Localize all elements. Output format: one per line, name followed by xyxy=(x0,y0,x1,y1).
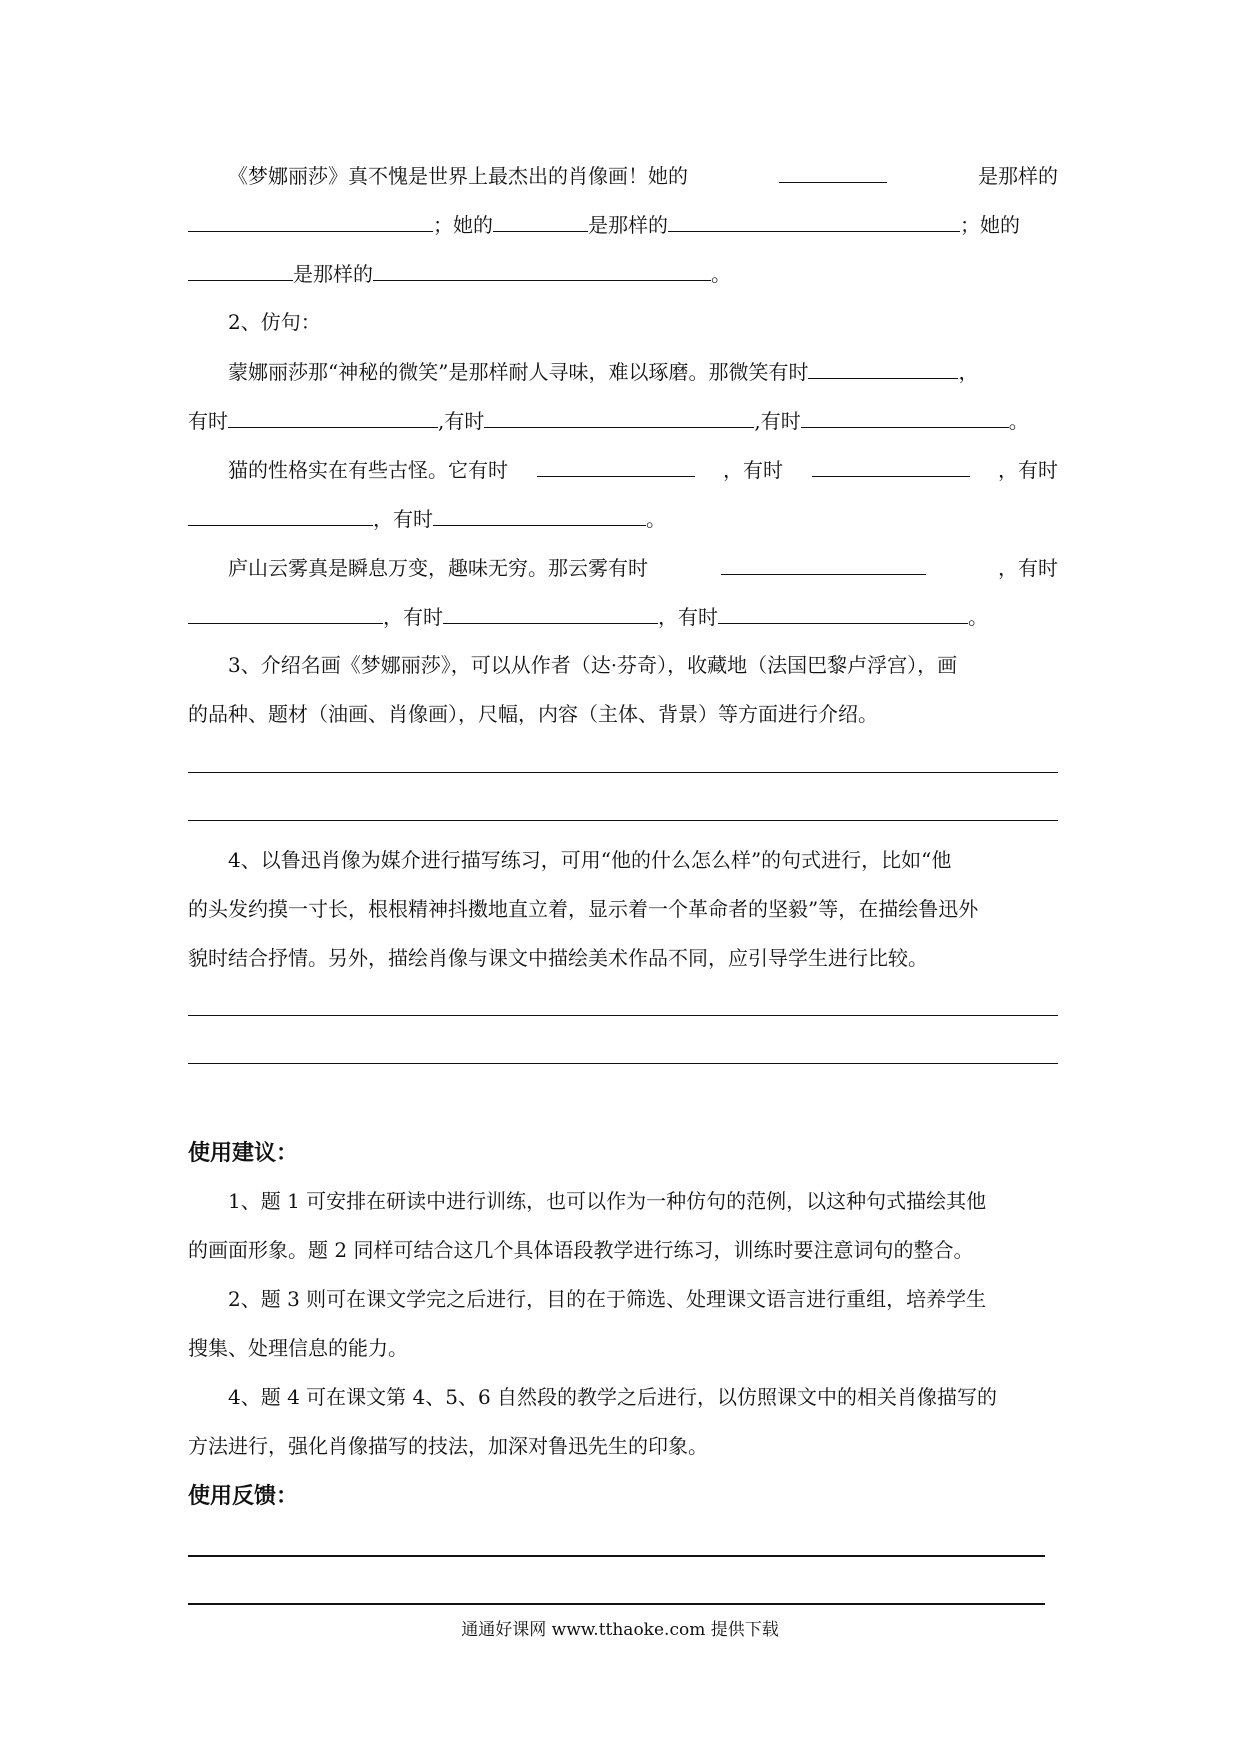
q2-text: 。 xyxy=(1008,409,1029,433)
q1-text: 是那样的 xyxy=(293,262,373,286)
q2-text: 。 xyxy=(646,507,666,531)
q1-text: ；她的 xyxy=(960,213,1020,237)
q1-text: 是那样的 xyxy=(978,164,1058,188)
q2-text: 庐山云雾真是瞬息万变，趣味无穷。那云雾有时 xyxy=(228,556,648,580)
fill-blank[interactable] xyxy=(188,209,433,232)
q2-text: 。 xyxy=(968,605,988,629)
q1-text: 。 xyxy=(711,262,731,286)
q1-line-2 xyxy=(188,209,1058,239)
fill-blank[interactable] xyxy=(812,454,970,477)
suggestions-heading: 使用建议： xyxy=(188,1141,299,1166)
suggestion-2-line-2: 搜集、处理信息的能力。 xyxy=(188,1336,408,1360)
q1-text: 《梦娜丽莎》真不愧是世界上最杰出的肖像画！她的 xyxy=(228,164,688,188)
fill-blank[interactable] xyxy=(188,258,293,281)
fill-blank[interactable] xyxy=(718,601,968,624)
answer-line[interactable] xyxy=(188,820,1058,821)
fill-blank[interactable] xyxy=(443,601,658,624)
q3-line-1: 3、介绍名画《梦娜丽莎》，可以从作者（达·芬奇），收藏地（法国巴黎卢浮宫），画 xyxy=(228,653,958,677)
q2-text: ， xyxy=(958,360,979,384)
q2-s1-line-2 xyxy=(188,405,1058,435)
q2-text: ，有时 xyxy=(658,605,718,629)
fill-blank[interactable] xyxy=(721,552,926,575)
q2-s2-line-1 xyxy=(188,454,1058,484)
q2-s3-line-2 xyxy=(188,601,1058,631)
q2-text: 猫的性格实在有些古怪。它有时 xyxy=(228,458,508,482)
q2-text: ，有时 xyxy=(373,507,433,531)
fill-blank[interactable] xyxy=(779,160,887,183)
q2-text: ，有时 xyxy=(998,556,1058,580)
fill-blank[interactable] xyxy=(801,405,1009,428)
feedback-line[interactable] xyxy=(188,1555,1045,1557)
fill-blank[interactable] xyxy=(493,209,588,232)
answer-line[interactable] xyxy=(188,772,1058,773)
q4-line-3: 貌时结合抒情。另外，描绘肖像与课文中描绘美术作品不同，应引导学生进行比较。 xyxy=(188,946,928,970)
feedback-line[interactable] xyxy=(188,1603,1045,1605)
q2-title: 2、仿句： xyxy=(228,310,321,334)
q2-text: 有时 xyxy=(188,409,228,433)
q2-text: ,有时 xyxy=(438,409,485,433)
feedback-heading: 使用反馈： xyxy=(188,1484,299,1509)
q2-s1-line-1 xyxy=(188,356,1098,386)
fill-blank[interactable] xyxy=(433,503,646,526)
q2-text: ，有时 xyxy=(998,458,1058,482)
q2-text: ,有时 xyxy=(754,409,801,433)
q4-line-2: 的头发约摸一寸长，根根精神抖擞地直立着，显示着一个革命者的坚毅”等，在描绘鲁迅外 xyxy=(188,897,979,921)
q2-text: ，有时 xyxy=(723,458,783,482)
suggestion-1-line-2: 的画面形象。题 2 同样可结合这几个具体语段教学进行练习，训练时要注意词句的整合。 xyxy=(188,1238,974,1262)
q4-line-1: 4、以鲁迅肖像为媒介进行描写练习，可用“他的什么怎么样”的句式进行，比如“他 xyxy=(228,848,952,872)
q1-text: ；她的 xyxy=(433,213,493,237)
fill-blank[interactable] xyxy=(188,601,383,624)
suggestion-3-line-2: 方法进行，强化肖像描写的技法，加深对鲁迅先生的印象。 xyxy=(188,1434,708,1458)
q1-line-1 xyxy=(188,160,1058,190)
fill-blank[interactable] xyxy=(484,405,754,428)
fill-blank[interactable] xyxy=(537,454,695,477)
answer-line[interactable] xyxy=(188,1015,1058,1016)
suggestion-3-line-1: 4、题 4 可在课文第 4、5、6 自然段的教学之后进行，以仿照课文中的相关肖像描写的 xyxy=(228,1385,998,1409)
q1-line-3 xyxy=(188,258,1058,288)
q2-s3-line-1 xyxy=(188,552,1058,582)
q2-text: 蒙娜丽莎那“神秘的微笑”是那样耐人寻味，难以琢磨。那微笑有时 xyxy=(228,360,809,384)
answer-line[interactable] xyxy=(188,1063,1058,1064)
suggestion-2-line-1: 2、题 3 则可在课文学完之后进行，目的在于筛选、处理课文语言进行重组，培养学生 xyxy=(228,1287,987,1311)
fill-blank[interactable] xyxy=(373,258,711,281)
q2-text: ，有时 xyxy=(383,605,443,629)
q1-text: 是那样的 xyxy=(588,213,668,237)
q3-line-2: 的品种、题材（油画、肖像画），尺幅，内容（主体、背景）等方面进行介绍。 xyxy=(188,702,878,726)
fill-blank[interactable] xyxy=(228,405,438,428)
fill-blank[interactable] xyxy=(188,503,373,526)
fill-blank[interactable] xyxy=(668,209,960,232)
fill-blank[interactable] xyxy=(808,356,958,379)
page-footer: 通通好课网 www.tthaoke.com 提供下载 xyxy=(461,1620,779,1640)
q2-s2-line-2 xyxy=(188,503,1058,533)
suggestion-1-line-1: 1、题 1 可安排在研读中进行训练，也可以作为一种仿句的范例，以这种句式描绘其他 xyxy=(228,1189,987,1213)
